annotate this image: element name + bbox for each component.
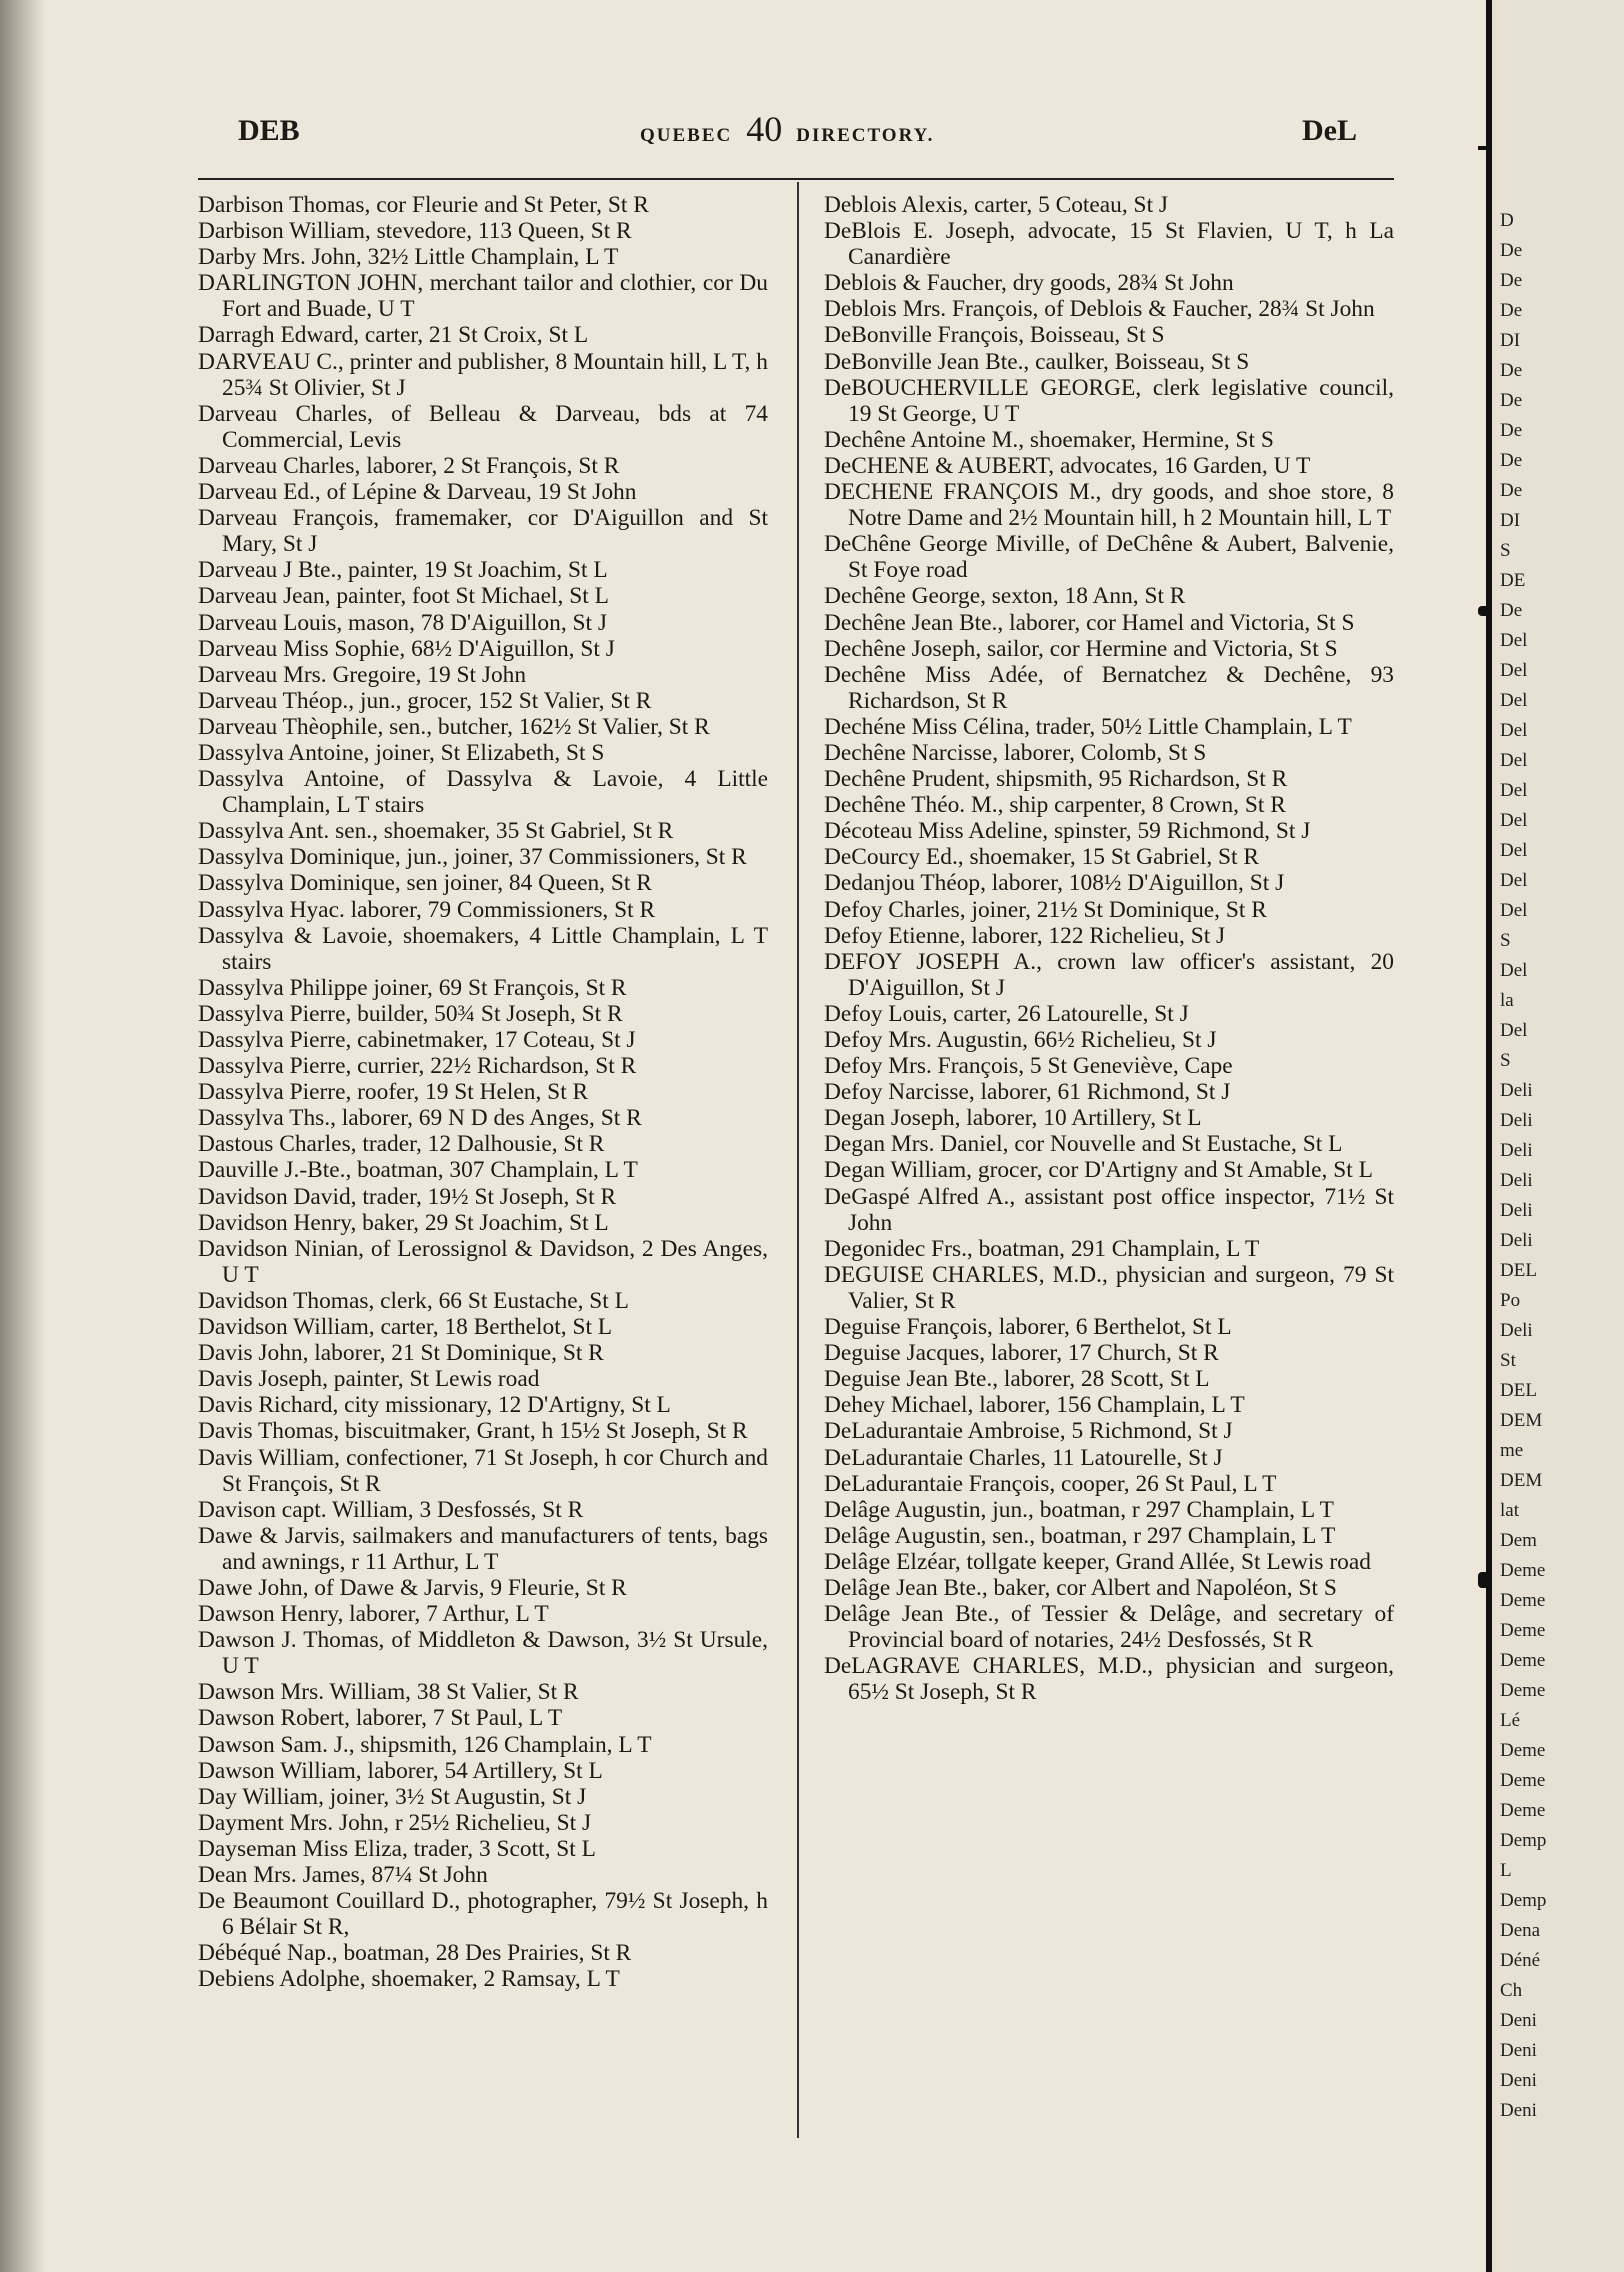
directory-entry: Darveau Louis, mason, 78 D'Aiguillon, St J — [198, 609, 607, 636]
adjacent-page-fragment: Deme — [1500, 1740, 1546, 1761]
directory-entry: DeChêne George Miville, of DeChêne & Aubert, Balvenie, St Foye road — [824, 531, 1394, 584]
directory-entry: Delâge Jean Bte., of Tessier & Delâge, and secretary of Provincial board of notaries, 24½ Desfossés, St R — [824, 1601, 1394, 1654]
directory-entry: Defoy Mrs. Augustin, 66½ Richelieu, St J — [824, 1027, 1217, 1053]
page-number: 40 — [746, 109, 783, 149]
adjacent-page-fragment: S — [1500, 930, 1511, 951]
directory-entry: Dassylva & Lavoie, shoemakers, 4 Little Champlain, L T stairs — [198, 922, 768, 975]
directory-entry: Débéqué Nap., boatman, 28 Des Prairies, St R — [198, 1940, 632, 1967]
adjacent-page-fragment: Lé — [1500, 1710, 1521, 1731]
directory-entry: Darveau François, framemaker, cor D'Aiguillon and St Mary, St J — [198, 505, 768, 558]
directory-entry: DEGUISE CHARLES, M.D., physician and surgeon, 79 St Valier, St R — [824, 1261, 1394, 1314]
directory-entry: Dean Mrs. James, 87¼ St John — [198, 1862, 488, 1888]
directory-entry: Dassylva Hyac. laborer, 79 Commissioners, St R — [198, 896, 656, 923]
page-header — [190, 108, 1370, 156]
header-title — [640, 108, 934, 150]
directory-entry: Deblois Mrs. François, of Deblois & Faucher, 28¾ St John — [824, 296, 1375, 323]
adjacent-page-fragment: DI — [1500, 510, 1521, 531]
directory-entry: Dassylva Pierre, roofer, 19 St Helen, St R — [198, 1079, 589, 1106]
adjacent-page-fragment: Del — [1500, 1020, 1528, 1041]
directory-entry: DeLAGRAVE CHARLES, M.D., physician and surgeon, 65½ St Joseph, St R — [824, 1653, 1394, 1706]
directory-entry: DeBlois E. Joseph, advocate, 15 St Flavien, U T, h La Canardière — [824, 218, 1394, 271]
directory-entry: Defoy Etienne, laborer, 122 Richelieu, St J — [824, 922, 1226, 949]
directory-entry: Darveau J Bte., painter, 19 St Joachim, St L — [198, 557, 608, 584]
adjacent-page-fragment: DI — [1500, 330, 1521, 351]
adjacent-page-fragment: L — [1500, 1860, 1512, 1881]
directory-entry: Degan William, grocer, cor D'Artigny and St Amable, St L — [824, 1157, 1373, 1184]
adjacent-page-fragment: DEL — [1500, 1260, 1537, 1281]
directory-entry: Dauville J.-Bte., boatman, 307 Champlain, L T — [198, 1157, 638, 1184]
adjacent-page-fragment: Dem — [1500, 1530, 1537, 1551]
directory-entry: Davis John, laborer, 21 St Dominique, St R — [198, 1340, 604, 1367]
adjacent-page-fragment: Del — [1500, 840, 1528, 861]
adjacent-page-fragment: Deni — [1500, 2100, 1537, 2121]
directory-entry: Dassylva Philippe joiner, 69 St François, St R — [198, 974, 627, 1001]
adjacent-page-fragment: De — [1500, 600, 1523, 621]
directory-entry: Dechêne Théo. M., ship carpenter, 8 Crown, St R — [824, 792, 1286, 819]
directory-entry: Dassylva Antoine, joiner, St Elizabeth, St S — [198, 739, 605, 766]
directory-entry: Dassylva Pierre, currier, 22½ Richardson, St R — [198, 1053, 637, 1080]
header-city: QUEBEC — [640, 125, 733, 146]
adjacent-page-fragment: Deli — [1500, 1080, 1533, 1101]
adjacent-page-fragment: Deli — [1500, 1170, 1533, 1191]
directory-entry: Dedanjou Théop, laborer, 108½ D'Aiguillon, St J — [824, 870, 1285, 897]
directory-entry: Dechéne Miss Célina, trader, 50½ Little Champlain, L T — [824, 713, 1352, 740]
adjacent-page-fragment: Deme — [1500, 1680, 1546, 1701]
directory-entry: Davis Richard, city missionary, 12 D'Artigny, St L — [198, 1392, 671, 1419]
directory-entry: De Beaumont Couillard D., photographer, 79½ St Joseph, h 6 Bélair St R, — [198, 1888, 768, 1941]
header-left-guide: DEB — [238, 114, 300, 147]
adjacent-page-fragment: Del — [1500, 960, 1528, 981]
adjacent-page-fragment: Del — [1500, 870, 1528, 891]
adjacent-page-fragment: Deni — [1500, 2040, 1537, 2061]
adjacent-page-fragment: Deni — [1500, 2010, 1537, 2031]
adjacent-page-fragment: De — [1500, 420, 1523, 441]
directory-entry: Dawson William, laborer, 54 Artillery, St L — [198, 1757, 603, 1784]
adjacent-page-fragment: DE — [1500, 570, 1526, 591]
directory-entry: Delâge Jean Bte., baker, cor Albert and Napoléon, St S — [824, 1574, 1337, 1601]
directory-entry: Dawson J. Thomas, of Middleton & Dawson, 3½ St Ursule, U T — [198, 1627, 768, 1680]
directory-entry: Darbison William, stevedore, 113 Queen, St R — [198, 218, 632, 245]
directory-entry: Delâge Augustin, sen., boatman, r 297 Champlain, L T — [824, 1522, 1336, 1549]
directory-entry: Darbison Thomas, cor Fleurie and St Peter, St R — [198, 192, 649, 218]
adjacent-page-fragment: D — [1500, 210, 1514, 231]
adjacent-page-fragment: Del — [1500, 660, 1528, 681]
directory-entry: DeBonville Jean Bte., caulker, Boisseau, St S — [824, 348, 1250, 375]
directory-entry: Defoy Charles, joiner, 21½ St Dominique, St R — [824, 896, 1267, 923]
adjacent-page-fragment: S — [1500, 540, 1511, 561]
adjacent-page-fragment: Deme — [1500, 1620, 1546, 1641]
adjacent-page-fragment: Del — [1500, 630, 1528, 651]
directory-entry: DeBonville François, Boisseau, St S — [824, 322, 1165, 349]
directory-entry: Dechêne Narcisse, laborer, Colomb, St S — [824, 739, 1207, 766]
directory-entry: Darveau Jean, painter, foot St Michael, St L — [198, 583, 609, 610]
header-rule — [198, 178, 1394, 180]
adjacent-page-fragment: Demp — [1500, 1890, 1547, 1911]
adjacent-page-fragment: Ch — [1500, 1980, 1523, 2001]
directory-entry: Darveau Miss Sophie, 68½ D'Aiguillon, St J — [198, 635, 615, 662]
adjacent-page-fragment: De — [1500, 450, 1523, 471]
adjacent-page-fragment: Deme — [1500, 1590, 1546, 1611]
directory-entry: Dawson Henry, laborer, 7 Arthur, L T — [198, 1601, 549, 1628]
directory-entry: Dassylva Ant. sen., shoemaker, 35 St Gabriel, St R — [198, 818, 674, 845]
directory-entry: Degan Joseph, laborer, 10 Artillery, St L — [824, 1105, 1202, 1132]
directory-entry: Deguise Jacques, laborer, 17 Church, St R — [824, 1340, 1219, 1367]
directory-entry: Dechêne George, sexton, 18 Ann, St R — [824, 583, 1186, 610]
adjacent-page-fragment: De — [1500, 270, 1523, 291]
adjacent-page-fragment: De — [1500, 480, 1523, 501]
directory-entry: Darveau Ed., of Lépine & Darveau, 19 St John — [198, 479, 637, 506]
directory-entry: Deblois Alexis, carter, 5 Coteau, St J — [824, 192, 1169, 218]
directory-entry: Dassylva Pierre, builder, 50¾ St Joseph, St R — [198, 1000, 623, 1027]
directory-entry: DeBOUCHERVILLE GEORGE, clerk legislative council, 19 St George, U T — [824, 374, 1394, 427]
adjacent-page-fragment: Deli — [1500, 1230, 1533, 1251]
directory-entry: Dechêne Prudent, shipsmith, 95 Richardson, St R — [824, 766, 1288, 793]
directory-entry: Décoteau Miss Adeline, spinster, 59 Richmond, St J — [824, 818, 1311, 845]
adjacent-page-fragment: De — [1500, 300, 1523, 321]
adjacent-page-fragment: Del — [1500, 750, 1528, 771]
directory-entry: Dechêne Miss Adée, of Bernatchez & Dechêne, 93 Richardson, St R — [824, 661, 1394, 714]
adjacent-page-fragment: Deli — [1500, 1140, 1533, 1161]
directory-entry: Dassylva Ths., laborer, 69 N D des Anges, St R — [198, 1105, 642, 1132]
directory-entry: Dayseman Miss Eliza, trader, 3 Scott, St L — [198, 1835, 596, 1862]
directory-entry: Defoy Louis, carter, 26 Latourelle, St J — [824, 1000, 1189, 1027]
adjacent-page-fragment: Del — [1500, 810, 1528, 831]
adjacent-page-fragment: Deli — [1500, 1200, 1533, 1221]
directory-entry: Dastous Charles, trader, 12 Dalhousie, St R — [198, 1131, 605, 1158]
adjacent-page-fragment: De — [1500, 240, 1523, 261]
adjacent-page-fragment: Deli — [1500, 1320, 1533, 1341]
directory-entry: Dechêne Joseph, sailor, cor Hermine and Victoria, St S — [824, 635, 1338, 662]
directory-entry: Darveau Mrs. Gregoire, 19 St John — [198, 661, 527, 688]
adjacent-page-fragment: me — [1500, 1440, 1524, 1461]
directory-entry: Dawe John, of Dawe & Jarvis, 9 Fleurie, St R — [198, 1574, 627, 1601]
directory-entry: DeLadurantaie Ambroise, 5 Richmond, St J — [824, 1418, 1233, 1445]
directory-entry: Degonidec Frs., boatman, 291 Champlain, L T — [824, 1235, 1260, 1262]
directory-entry: Delâge Augustin, jun., boatman, r 297 Champlain, L T — [824, 1496, 1334, 1523]
adjacent-page-fragment: Del — [1500, 690, 1528, 711]
adjacent-page-fragment: De — [1500, 390, 1523, 411]
right-column — [824, 192, 1394, 1705]
adjacent-page-edge — [1492, 0, 1624, 2272]
directory-entry: Darveau Charles, laborer, 2 St François, St R — [198, 452, 620, 479]
directory-entry: Dawson Robert, laborer, 7 St Paul, L T — [198, 1705, 563, 1732]
directory-entry: Davidson Henry, baker, 29 St Joachim, St L — [198, 1209, 609, 1236]
directory-entry: Dassylva Pierre, cabinetmaker, 17 Coteau, St J — [198, 1027, 636, 1053]
directory-entry: Defoy Mrs. François, 5 St Geneviève, Cape — [824, 1053, 1233, 1080]
adjacent-page-fragment: la — [1500, 990, 1514, 1011]
adjacent-page-fragment: S — [1500, 1050, 1511, 1071]
directory-entry: Davison capt. William, 3 Desfossés, St R — [198, 1496, 584, 1523]
directory-entry: DARVEAU C., printer and publisher, 8 Mountain hill, L T, h 25¾ St Olivier, St J — [198, 348, 768, 401]
directory-entry: Delâge Elzéar, tollgate keeper, Grand Allée, St Lewis road — [824, 1548, 1371, 1575]
directory-entry: DeLadurantaie François, cooper, 26 St Paul, L T — [824, 1470, 1277, 1497]
directory-entry: Davidson David, trader, 19½ St Joseph, St R — [198, 1183, 617, 1210]
directory-entry: Davidson Thomas, clerk, 66 St Eustache, St L — [198, 1287, 629, 1314]
adjacent-page-fragment: St — [1500, 1350, 1516, 1371]
directory-entry: Davis William, confectioner, 71 St Joseph, h cor Church and St François, St R — [198, 1444, 768, 1497]
directory-entry: Dawson Mrs. William, 38 St Valier, St R — [198, 1679, 579, 1706]
directory-entry: DECHENE FRANÇOIS M., dry goods, and shoe store, 8 Notre Dame and 2½ Mountain hill, h 2 Mountain hill, L T — [824, 479, 1394, 532]
directory-entry: DARLINGTON JOHN, merchant tailor and clothier, cor Du Fort and Buade, U T — [198, 270, 768, 323]
adjacent-page-fragment: DEM — [1500, 1410, 1543, 1431]
directory-entry: Dehey Michael, laborer, 156 Champlain, L T — [824, 1392, 1245, 1419]
adjacent-page-fragment: Po — [1500, 1290, 1521, 1311]
adjacent-page-fragment: Deme — [1500, 1800, 1546, 1821]
directory-entry: Darby Mrs. John, 32½ Little Champlain, L T — [198, 244, 619, 271]
directory-entry: Darveau Théop., jun., grocer, 152 St Valier, St R — [198, 687, 652, 714]
directory-entry: Darveau Charles, of Belleau & Darveau, bds at 74 Commercial, Levis — [198, 400, 768, 453]
directory-entry: DeGaspé Alfred A., assistant post office inspector, 71½ St John — [824, 1183, 1394, 1236]
adjacent-page-fragment: Dena — [1500, 1920, 1541, 1941]
directory-entry: DEFOY JOSEPH A., crown law officer's assistant, 20 D'Aiguillon, St J — [824, 948, 1394, 1001]
adjacent-page-fragment: Deme — [1500, 1770, 1546, 1791]
directory-entry: Davidson Ninian, of Lerossignol & Davidson, 2 Des Anges, U T — [198, 1235, 768, 1288]
directory-entry: Deguise Jean Bte., laborer, 28 Scott, St L — [824, 1366, 1210, 1393]
adjacent-page-fragment: Deli — [1500, 1110, 1533, 1131]
directory-entry: Day William, joiner, 3½ St Augustin, St J — [198, 1783, 587, 1810]
directory-entry: Darveau Thèophile, sen., butcher, 162½ St Valier, St R — [198, 713, 710, 740]
directory-entry: Defoy Narcisse, laborer, 61 Richmond, St J — [824, 1079, 1231, 1106]
directory-entry: Debiens Adolphe, shoemaker, 2 Ramsay, L T — [198, 1966, 620, 1993]
column-divider — [797, 182, 799, 2138]
directory-entry: DeLadurantaie Charles, 11 Latourelle, St J — [824, 1444, 1223, 1471]
adjacent-page-fragment: Demp — [1500, 1830, 1547, 1851]
directory-entry: Deblois & Faucher, dry goods, 28¾ St John — [824, 270, 1234, 297]
directory-entry: Darragh Edward, carter, 21 St Croix, St L — [198, 322, 589, 349]
adjacent-page-fragment: DEM — [1500, 1470, 1543, 1491]
directory-entry: Degan Mrs. Daniel, cor Nouvelle and St Eustache, St L — [824, 1131, 1343, 1158]
directory-entry: Dawe & Jarvis, sailmakers and manufacturers of tents, bags and awnings, r 11 Arthur, L T — [198, 1522, 768, 1575]
directory-entry: Dassylva Dominique, sen joiner, 84 Queen, St R — [198, 870, 652, 897]
adjacent-page-fragment: Déné — [1500, 1950, 1541, 1971]
directory-entry: Dassylva Antoine, of Dassylva & Lavoie, 4 Little Champlain, L T stairs — [198, 766, 768, 819]
directory-entry: Davis Joseph, painter, St Lewis road — [198, 1366, 540, 1393]
directory-entry: Dechêne Jean Bte., laborer, cor Hamel and Victoria, St S — [824, 609, 1355, 636]
adjacent-page-fragment: Deme — [1500, 1560, 1546, 1581]
adjacent-page-fragment: De — [1500, 360, 1523, 381]
directory-entry: Dechêne Antoine M., shoemaker, Hermine, St S — [824, 426, 1274, 453]
book-gutter — [0, 0, 46, 2272]
directory-entry: Davis Thomas, biscuitmaker, Grant, h 15½ St Joseph, St R — [198, 1418, 748, 1445]
directory-entry: Deguise François, laborer, 6 Berthelot, St L — [824, 1314, 1232, 1341]
adjacent-page-fragment: Del — [1500, 780, 1528, 801]
directory-entry: Dayment Mrs. John, r 25½ Richelieu, St J — [198, 1809, 592, 1836]
adjacent-page-fragment: DEL — [1500, 1380, 1537, 1401]
adjacent-page-fragment: Deme — [1500, 1650, 1546, 1671]
adjacent-page-fragment: lat — [1500, 1500, 1519, 1521]
directory-entry: Davidson William, carter, 18 Berthelot, St L — [198, 1314, 613, 1341]
directory-entry: DeCourcy Ed., shoemaker, 15 St Gabriel, St R — [824, 844, 1259, 871]
adjacent-page-fragment: Deni — [1500, 2070, 1537, 2091]
left-column — [198, 192, 768, 1992]
directory-entry: DeCHENE & AUBERT, advocates, 16 Garden, U T — [824, 452, 1311, 479]
directory-entry: Dassylva Dominique, jun., joiner, 37 Commissioners, St R — [198, 844, 747, 871]
adjacent-page-fragment: Del — [1500, 900, 1528, 921]
directory-entry: Dawson Sam. J., shipsmith, 126 Champlain, L T — [198, 1731, 652, 1758]
adjacent-page-fragment: Del — [1500, 720, 1528, 741]
header-directory: DIRECTORY. — [796, 125, 935, 146]
header-right-guide: DeL — [1302, 114, 1357, 147]
